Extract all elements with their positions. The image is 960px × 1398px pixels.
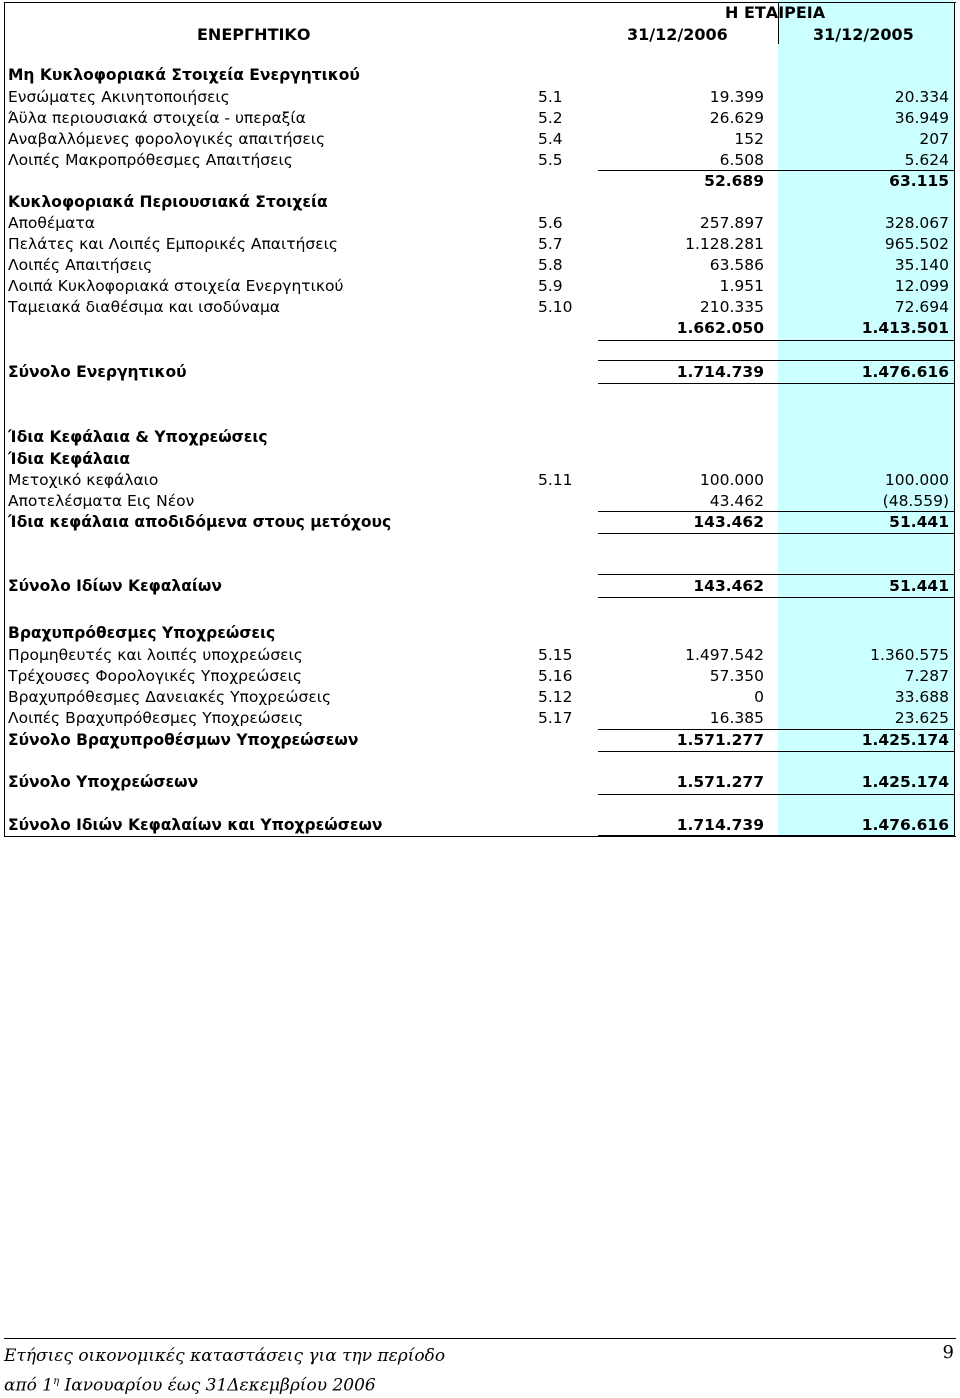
- statement-row: [8, 108, 954, 129]
- column-heading-2006: 31/12/2006: [627, 25, 728, 44]
- statement-row: [8, 512, 954, 533]
- row-value-2006: 1.128.281: [685, 235, 764, 253]
- row-label: Αποτελέσματα Εις Νέον: [8, 492, 195, 510]
- statement-row: [8, 491, 954, 512]
- row-note-ref: 5.9: [538, 277, 563, 295]
- row-value-2006: 63.586: [709, 256, 764, 274]
- row-label: Ίδια Κεφάλαια & Υποχρεώσεις: [8, 428, 268, 446]
- statement-row: [8, 708, 954, 729]
- page-footer: [0, 1330, 960, 1396]
- row-value-2005: 35.140: [894, 256, 949, 274]
- row-value-2005: 1.413.501: [861, 319, 949, 337]
- row-value-2006: 1.662.050: [676, 319, 764, 337]
- statement-row: [8, 65, 954, 86]
- statement-row: [8, 645, 954, 666]
- row-value-2006: 100.000: [699, 471, 764, 489]
- statement-row: [8, 150, 954, 171]
- row-label: Ενσώματες Ακινητοποιήσεις: [8, 88, 230, 106]
- company-heading: Η ΕΤΑΙΡΕΙΑ: [725, 3, 826, 22]
- row-value-2006: 26.629: [709, 109, 764, 127]
- row-value-2006: 1.497.542: [685, 646, 764, 664]
- row-label: Προμηθευτές και λοιπές υποχρεώσεις: [8, 646, 303, 664]
- row-value-2006: 1.571.277: [676, 731, 764, 749]
- row-value-2005: 965.502: [884, 235, 949, 253]
- statement-row: [8, 815, 954, 836]
- row-value-2006: 143.462: [693, 577, 764, 595]
- row-value-2005: 12.099: [894, 277, 949, 295]
- row-value-2006: 19.399: [709, 88, 764, 106]
- row-value-2006: 43.462: [709, 492, 764, 510]
- row-label: Σύνολο Βραχυπροθέσμων Υποχρεώσεων: [8, 731, 359, 749]
- statement-row: [8, 276, 954, 297]
- row-note-ref: 5.5: [538, 151, 563, 169]
- statement-row: [8, 87, 954, 108]
- statement-row: [8, 297, 954, 318]
- statement-row: [8, 687, 954, 708]
- row-label: Κυκλοφοριακά Περιουσιακά Στοιχεία: [8, 193, 328, 211]
- row-value-2006: 143.462: [693, 513, 764, 531]
- row-note-ref: 5.17: [538, 709, 573, 727]
- statement-row: [8, 318, 954, 339]
- total-rule: [598, 340, 954, 341]
- row-value-2005: 72.694: [894, 298, 949, 316]
- row-label: Λοιπά Κυκλοφοριακά στοιχεία Ενεργητικού: [8, 277, 344, 295]
- row-note-ref: 5.11: [538, 471, 573, 489]
- footer-title-line-1: Ετήσιες οικονομικές καταστάσεις για την περίοδο: [4, 1346, 446, 1366]
- row-value-2005: 36.949: [894, 109, 949, 127]
- row-label: Βραχυπρόθεσμες Υποχρεώσεις: [8, 624, 276, 642]
- section-heading: ΕΝΕΡΓΗΤΙΚΟ: [197, 25, 311, 44]
- row-note-ref: 5.15: [538, 646, 573, 664]
- row-note-ref: 5.6: [538, 214, 563, 232]
- row-value-2005: 5.624: [904, 151, 949, 169]
- row-label: Σύνολο Ενεργητικού: [8, 363, 187, 381]
- total-rule: [598, 794, 954, 795]
- row-label: Μη Κυκλοφοριακά Στοιχεία Ενεργητικού: [8, 66, 360, 84]
- row-note-ref: 5.4: [538, 130, 563, 148]
- column-heading-2005: 31/12/2005: [813, 25, 914, 44]
- row-label: Αναβαλλόμενες φορολογικές απαιτήσεις: [8, 130, 326, 148]
- row-note-ref: 5.8: [538, 256, 563, 274]
- row-value-2005: 7.287: [904, 667, 949, 685]
- row-label: Λοιπές Βραχυπρόθεσμες Υποχρεώσεις: [8, 709, 304, 727]
- row-value-2006: 257.897: [699, 214, 764, 232]
- row-label: Αποθέματα: [8, 214, 95, 232]
- row-value-2005: 1.476.616: [861, 363, 949, 381]
- row-label: Μετοχικό κεφάλαιο: [8, 471, 159, 489]
- statement-row: [8, 192, 954, 213]
- statement-row: [8, 213, 954, 234]
- row-label: Ταμειακά διαθέσιμα και ισοδύναμα: [8, 298, 281, 316]
- row-value-2005: 1.425.174: [861, 731, 949, 749]
- statement-row: [8, 234, 954, 255]
- row-value-2005: (48.559): [882, 492, 949, 510]
- page-number: 9: [942, 1342, 954, 1363]
- row-label: Ίδια Κεφάλαια: [8, 450, 131, 468]
- row-label: Τρέχουσες Φορολογικές Υποχρεώσεις: [8, 667, 302, 685]
- row-value-2005: 100.000: [884, 471, 949, 489]
- row-value-2005: 63.115: [889, 172, 949, 190]
- footer-title-line-2: από $1^\eta$ Ιανουαρίου έως 31Δεκεμβρίου 2006: [4, 1375, 376, 1396]
- row-label: Άϋλα περιουσιακά στοιχεία - υπεραξία: [8, 109, 306, 127]
- statement-row: [8, 449, 954, 470]
- row-value-2005: 328.067: [884, 214, 949, 232]
- statement-row: [8, 576, 954, 597]
- statement-row: [8, 470, 954, 491]
- row-value-2005: 1.476.616: [861, 816, 949, 834]
- row-label: Πελάτες και Λοιπές Εμπορικές Απαιτήσεις: [8, 235, 338, 253]
- row-note-ref: 5.2: [538, 109, 563, 127]
- row-label: Βραχυπρόθεσμες Δανειακές Υποχρεώσεις: [8, 688, 332, 706]
- row-value-2005: 20.334: [894, 88, 949, 106]
- footer-rule: [4, 1338, 956, 1339]
- row-value-2006: 210.335: [699, 298, 764, 316]
- row-value-2006: 1.714.739: [676, 816, 764, 834]
- row-value-2005: 207: [919, 130, 949, 148]
- row-value-2006: 52.689: [704, 172, 764, 190]
- row-value-2005: 51.441: [889, 513, 949, 531]
- row-value-2006: 6.508: [719, 151, 764, 169]
- row-label: Σύνολο Ιδίων Κεφαλαίων: [8, 577, 222, 595]
- total-rule: [598, 574, 954, 575]
- statement-row: [8, 362, 954, 383]
- row-value-2006: 57.350: [709, 667, 764, 685]
- row-value-2006: 152: [734, 130, 764, 148]
- total-rule: [598, 511, 954, 512]
- row-note-ref: 5.12: [538, 688, 573, 706]
- frame-left: [4, 2, 5, 836]
- row-label: Λοιπές Μακροπρόθεσμες Απαιτήσεις: [8, 151, 293, 169]
- row-value-2006: 1.951: [719, 277, 764, 295]
- row-note-ref: 5.10: [538, 298, 573, 316]
- statement-row: [8, 255, 954, 276]
- row-label: Ίδια κεφάλαια αποδιδόμενα στους μετόχους: [8, 513, 392, 531]
- row-label: Λοιπές Απαιτήσεις: [8, 256, 153, 274]
- row-value-2005: 23.625: [894, 709, 949, 727]
- total-rule: [598, 729, 954, 730]
- frame-right: [954, 2, 955, 836]
- statement-row: [8, 427, 954, 448]
- row-value-2005: 51.441: [889, 577, 949, 595]
- row-label: Σύνολο Υποχρεώσεων: [8, 773, 199, 791]
- statement-row: [8, 666, 954, 687]
- frame-bottom: [4, 836, 956, 837]
- row-value-2006: 16.385: [709, 709, 764, 727]
- statement-row: [8, 730, 954, 751]
- total-rule: [598, 533, 954, 534]
- row-note-ref: 5.1: [538, 88, 563, 106]
- row-value-2006: 1.714.739: [676, 363, 764, 381]
- row-note-ref: 5.7: [538, 235, 563, 253]
- total-rule: [598, 751, 954, 752]
- statement-row: [8, 129, 954, 150]
- row-value-2005: 1.360.575: [870, 646, 949, 664]
- total-rule: [598, 597, 954, 598]
- row-value-2006: 1.571.277: [676, 773, 764, 791]
- row-value-2005: 33.688: [894, 688, 949, 706]
- row-label: Σύνολο Ιδιών Κεφαλαίων και Υποχρεώσεων: [8, 816, 383, 834]
- total-rule: [598, 170, 954, 171]
- statement-row: [8, 772, 954, 793]
- total-rule: [598, 383, 954, 384]
- total-rule: [598, 360, 954, 361]
- statement-row: [8, 171, 954, 192]
- row-note-ref: 5.16: [538, 667, 573, 685]
- row-value-2005: 1.425.174: [861, 773, 949, 791]
- total-rule: [598, 835, 954, 836]
- statement-row: [8, 623, 954, 644]
- row-value-2006: 0: [754, 688, 764, 706]
